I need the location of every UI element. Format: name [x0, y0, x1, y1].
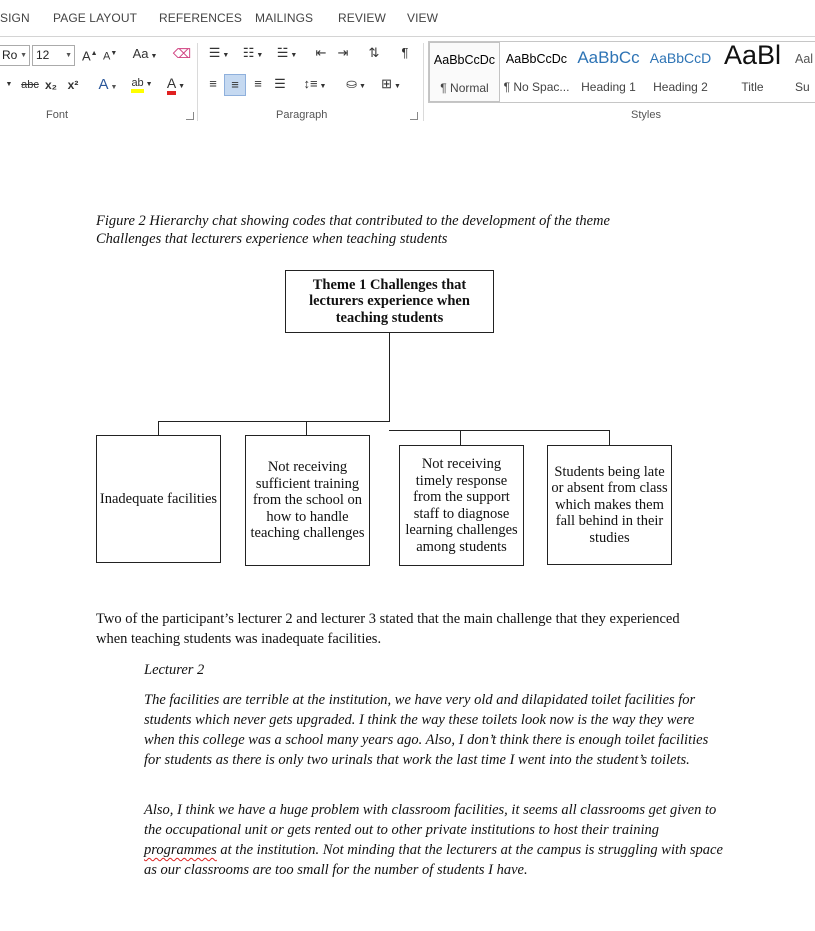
- sort-icon: ⇅: [368, 45, 380, 60]
- multilevel-list-icon: ☱: [276, 45, 289, 60]
- connector-line: [389, 333, 390, 422]
- bullets-button[interactable]: ☰ ▼: [208, 45, 230, 60]
- body-paragraph: Two of the participant’s lecturer 2 and lecturer 3 stated that the main challenge that they experienced when teaching students was inadequate facilities.: [96, 611, 680, 647]
- group-divider: [423, 43, 424, 121]
- highlight-button[interactable]: ab ▼: [127, 73, 157, 95]
- chevron-down-icon[interactable]: ▼: [5, 81, 13, 88]
- grow-font-icon: A: [82, 48, 91, 64]
- styles-group-label: Styles: [631, 109, 661, 121]
- font-size-select[interactable]: [32, 45, 75, 66]
- document-page[interactable]: [0, 125, 815, 931]
- pilcrow-icon: ¶: [401, 45, 409, 60]
- show-formatting-button[interactable]: [396, 43, 414, 63]
- superscript-button[interactable]: [66, 75, 80, 95]
- numbered-list-icon: ☷: [242, 45, 255, 60]
- paint-bucket-icon: ⛀: [346, 76, 358, 91]
- ribbon-tabs: [0, 0, 815, 36]
- style-no-spacing[interactable]: [501, 42, 572, 102]
- group-divider: [197, 43, 198, 121]
- caption-line: Figure 2 Hierarchy chat showing codes that contributed to the development of the theme: [96, 213, 610, 229]
- diagram-root-node: [285, 270, 494, 333]
- align-center-icon: ≡: [231, 77, 239, 92]
- eraser-icon: ⌫: [172, 46, 192, 61]
- spelling-flagged-word[interactable]: programmes: [144, 842, 217, 858]
- strikethrough-button[interactable]: [20, 75, 40, 95]
- decrease-indent-button[interactable]: [312, 43, 330, 63]
- style-preview: AaBbCc: [577, 48, 640, 67]
- shading-button[interactable]: ⛀ ▼: [346, 76, 366, 91]
- diagram-child-node: [399, 445, 524, 566]
- style-name: Heading 2: [653, 80, 708, 94]
- tab-page-layout[interactable]: PAGE LAYOUT: [53, 11, 138, 25]
- connector-line: [306, 421, 307, 435]
- tab-view[interactable]: VIEW: [407, 11, 439, 25]
- style-name: ¶ Normal: [440, 81, 489, 95]
- diagram-child-node: [96, 435, 221, 563]
- align-right-button[interactable]: [248, 74, 268, 94]
- style-subtitle[interactable]: [789, 42, 815, 102]
- chevron-down-icon: ▼: [20, 52, 27, 59]
- change-case-button[interactable]: Aa ▼: [132, 46, 158, 61]
- connector-line: [609, 430, 610, 445]
- ribbon: [0, 0, 815, 124]
- caption-line: Challenges that lecturers experience when teaching students: [96, 231, 448, 247]
- font-name-value: Ro: [2, 48, 18, 62]
- diagram-child-node: [547, 445, 672, 565]
- multilevel-list-button[interactable]: ☱ ▼: [276, 45, 298, 60]
- font-color-icon: A: [167, 75, 176, 95]
- node-label: Inadequate facilities: [99, 490, 218, 507]
- shrink-font-icon: A: [103, 50, 111, 63]
- style-preview: AaBbCcDc: [433, 53, 496, 67]
- subscript-button[interactable]: [44, 75, 58, 95]
- tab-references[interactable]: REFERENCES: [159, 11, 243, 25]
- paragraph-dialog-launcher[interactable]: [410, 112, 418, 120]
- borders-button[interactable]: ⊞ ▼: [381, 76, 401, 91]
- diagram-child-node: [245, 435, 370, 566]
- style-preview: AaBbCcD: [649, 50, 712, 66]
- quote-paragraph: The facilities are terrible at the institution, we have very old and dilapidated toilet facilities for students which never gets upgraded. I think the way these toilets look now is the way they were when this college was a school many years ago. Also, I don’t think there is enough toilet facilities for students as there is only two urinals that work the last time I went into the student’s toilets.: [144, 692, 709, 768]
- connector-line: [389, 430, 610, 431]
- style-name: ¶ No Spac...: [503, 80, 570, 94]
- shrink-font-button[interactable]: A▼: [103, 50, 118, 63]
- style-title[interactable]: [717, 42, 788, 102]
- change-case-icon: Aa: [132, 46, 149, 61]
- style-name: Title: [741, 80, 764, 94]
- borders-icon: ⊞: [381, 76, 393, 91]
- node-label: Not receiving timely response from the support staff to diagnose learning challenges among students: [405, 456, 518, 555]
- font-color-button[interactable]: A ▼: [162, 73, 190, 97]
- style-name: Su: [795, 80, 810, 94]
- styles-gallery: [428, 41, 815, 103]
- justify-icon: ☰: [274, 76, 286, 91]
- connector-line: [158, 421, 159, 435]
- font-size-value: 12: [36, 48, 50, 62]
- tab-design[interactable]: SIGN: [0, 11, 30, 25]
- justify-button[interactable]: [270, 74, 290, 94]
- align-right-icon: ≡: [254, 76, 262, 91]
- increase-indent-icon: ⇥: [337, 45, 349, 60]
- align-center-button[interactable]: [224, 74, 246, 96]
- align-left-button[interactable]: [203, 74, 223, 94]
- style-heading-2[interactable]: [645, 42, 716, 102]
- tab-review[interactable]: REVIEW: [338, 11, 386, 25]
- increase-indent-button[interactable]: [334, 43, 352, 63]
- style-preview: AaBl: [723, 42, 782, 70]
- sort-button[interactable]: [365, 43, 383, 63]
- chevron-down-icon: ▼: [65, 52, 72, 59]
- connector-line: [158, 421, 390, 422]
- text-effects-button[interactable]: A ▼: [98, 76, 118, 93]
- ribbon-body: [0, 36, 815, 124]
- decrease-indent-icon: ⇤: [315, 45, 327, 60]
- quote-text: at the institution. Not minding that the lecturers at the campus is struggling with space as our classrooms are too small for the number of students I have.: [144, 842, 723, 878]
- superscript-icon: x²: [67, 78, 79, 92]
- line-spacing-button[interactable]: ↕≡ ▼: [303, 76, 327, 91]
- clear-formatting-button[interactable]: [172, 44, 192, 64]
- node-label: Not receiving sufficient training from the school on how to handle teaching challenges: [250, 459, 365, 542]
- numbering-button[interactable]: ☷ ▼: [242, 45, 264, 60]
- style-preview: Aal: [795, 52, 814, 66]
- paragraph-group-label: Paragraph: [276, 109, 328, 121]
- font-group-label: Font: [46, 109, 69, 121]
- node-label: Students being late or absent from class which makes them fall behind in their studies: [551, 463, 668, 546]
- style-heading-1[interactable]: [573, 42, 644, 102]
- connector-line: [460, 430, 461, 445]
- highlighter-icon: ab: [131, 77, 143, 93]
- subscript-icon: x₂: [44, 78, 57, 92]
- font-dialog-launcher[interactable]: [186, 112, 194, 120]
- strikethrough-icon: abc: [21, 79, 39, 91]
- font-name-select[interactable]: [0, 45, 30, 66]
- style-preview: AaBbCcDc: [505, 52, 568, 66]
- line-spacing-icon: ↕≡: [303, 76, 318, 91]
- quote-paragraph: [144, 800, 724, 880]
- bullet-list-icon: ☰: [208, 45, 221, 60]
- tab-mailings[interactable]: MAILINGS: [255, 11, 314, 25]
- style-name: Heading 1: [581, 80, 636, 94]
- style-normal[interactable]: [429, 42, 500, 102]
- grow-font-button[interactable]: A▲: [82, 48, 98, 64]
- figure-caption: [96, 212, 696, 248]
- node-label: Theme 1 Challenges that lecturers experience when teaching students: [309, 276, 470, 326]
- text-effects-icon: A: [98, 76, 109, 93]
- quote-text: Also, I think we have a huge problem with classroom facilities, it seems all classrooms get given to the occupational unit or gets rented out to other private institutions to host their training: [144, 802, 717, 838]
- speaker-label: Lecturer 2: [144, 662, 205, 678]
- align-left-icon: ≡: [209, 76, 217, 91]
